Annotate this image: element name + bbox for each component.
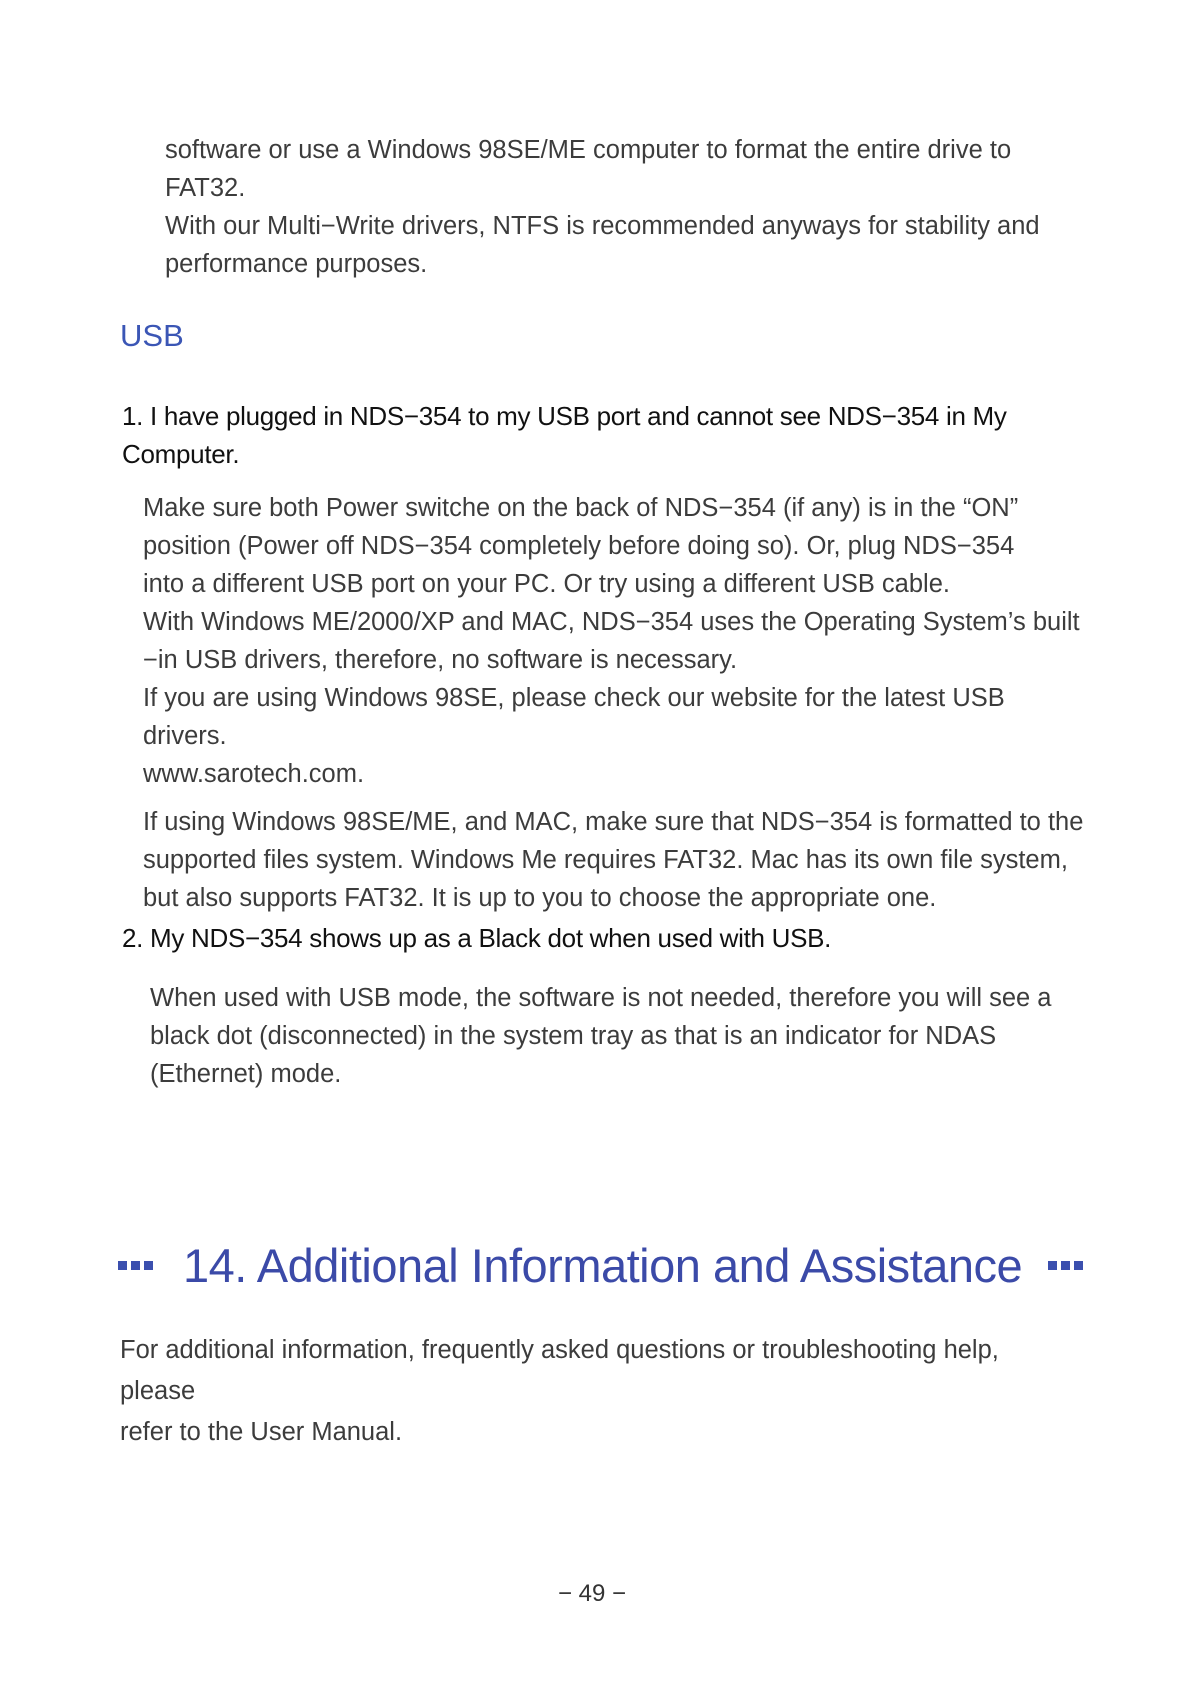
answer-1-paragraph-1: Make sure both Power switche on the back of NDS−354 (if any) is in the “ON” position (Power off NDS−354 completely before doing so). Or, plug NDS−354 into a different USB port on your PC. Or try using a different USB cable. With Windows ME/2000/XP and MAC, NDS−354 uses the Operating System’s built −in USB drivers, therefore, no software is necessary. If you are using Windows 98SE, please check our website for the latest USB drivers. www.sarotech.com. bbox=[143, 494, 1080, 788]
chapter-heading bbox=[118, 1230, 1068, 1300]
answer-2-paragraph-1: When used with USB mode, the software is not needed, therefore you will see a black dot (disconnected) in the system tray as that is an indicator for NDAS (Ethernet) mode. bbox=[150, 984, 1052, 1088]
answer-2 bbox=[150, 979, 1080, 1093]
heading-marks-left-icon bbox=[118, 1261, 153, 1270]
question-1: 1. I have plugged in NDS−354 to my USB port and cannot see NDS−354 in My Computer. bbox=[122, 401, 1007, 469]
section-title-usb: USB bbox=[120, 318, 184, 353]
closing-paragraph: For additional information, frequently asked questions or troubleshooting help, please refer to the User Manual. bbox=[120, 1336, 999, 1446]
answer-1 bbox=[143, 489, 1093, 917]
heading-marks-right-icon bbox=[1048, 1261, 1083, 1270]
chapter-title: 14. Additional Information and Assistance bbox=[183, 1238, 1023, 1292]
page-number: − 49 − bbox=[557, 1580, 627, 1607]
answer-1-paragraph-2: If using Windows 98SE/ME, and MAC, make sure that NDS−354 is formatted to the supported files system. Windows Me requires FAT32. Mac has its own file system, but also supports FAT32. It is up to you to choose the appropriate one. bbox=[143, 808, 1084, 912]
question-2: 2. My NDS−354 shows up as a Black dot when used with USB. bbox=[122, 923, 832, 953]
intro-paragraph: software or use a Windows 98SE/ME computer to format the entire drive to FAT32. With our Multi−Write drivers, NTFS is recommended anyways for stability and performance purposes. bbox=[165, 136, 1040, 278]
